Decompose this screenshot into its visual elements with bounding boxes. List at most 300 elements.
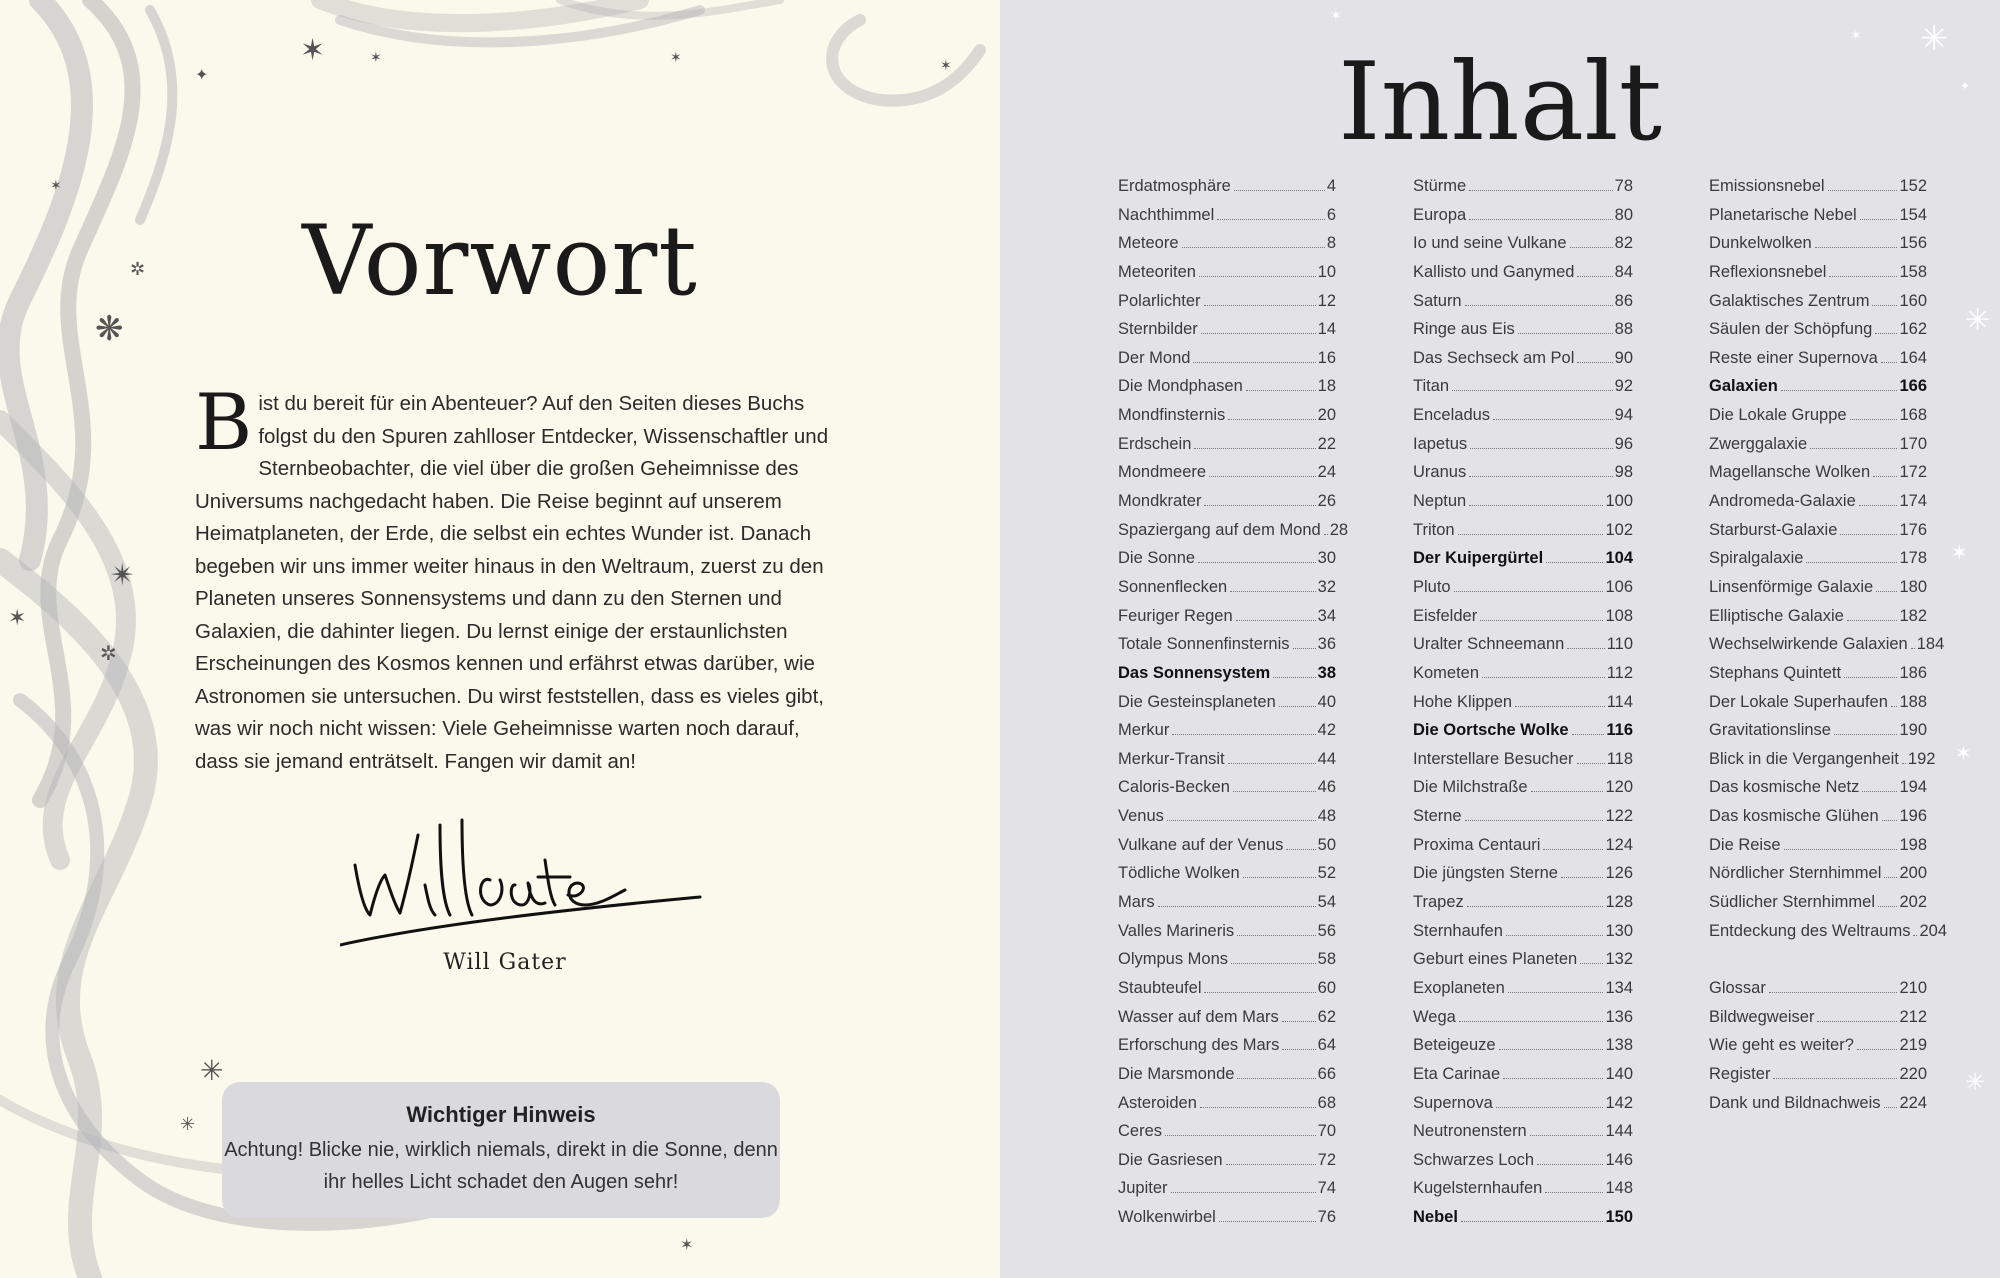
toc-entry-page: 219: [1899, 1036, 1927, 1055]
toc-entry-page: 132: [1605, 950, 1633, 969]
toc-entry-title: Die jüngsten Sterne: [1413, 864, 1558, 883]
toc-dot-leader: [1217, 219, 1325, 220]
toc-entry-page: 90: [1614, 348, 1633, 367]
toc-entry-title: Enceladus: [1413, 406, 1491, 425]
toc-entry-page: 100: [1605, 492, 1633, 511]
toc-dot-leader: [1454, 591, 1604, 592]
toc-entry-title: Staubteufel: [1118, 978, 1202, 997]
toc-dot-leader: [1496, 1107, 1604, 1108]
toc-entry: [1413, 859, 1633, 888]
toc-entry-title: Spiralgalaxie: [1709, 549, 1804, 568]
toc-entry-title: Entdeckung des Weltraums: [1709, 921, 1911, 940]
toc-dot-leader: [1499, 1049, 1604, 1050]
toc-entry: [1413, 831, 1633, 860]
toc-entry: [1709, 1060, 1927, 1089]
svg-text:✦: ✦: [1960, 79, 1971, 93]
toc-dot-leader: [1470, 448, 1613, 449]
toc-dot-leader: [1493, 419, 1613, 420]
toc-entry-page: 86: [1614, 291, 1633, 310]
toc-entry-page: 4: [1326, 177, 1336, 195]
toc-entry: [1118, 1089, 1336, 1118]
toc-entry-title: Die Mondphasen: [1118, 377, 1243, 396]
toc-entry-page: 118: [1606, 749, 1633, 768]
toc-entry-title: Der Lokale Superhaufen: [1709, 692, 1888, 711]
toc-dot-leader: [1518, 333, 1613, 334]
toc-entry: [1118, 1117, 1336, 1146]
toc-entry-page: 50: [1317, 835, 1336, 854]
toc-entry: [1709, 315, 1927, 344]
toc-entry-page: 128: [1605, 893, 1633, 912]
toc-entry: [1413, 773, 1633, 802]
toc-entry: [1709, 201, 1927, 230]
toc-entry: [1413, 229, 1633, 258]
toc-entry-page: 126: [1605, 864, 1633, 883]
toc-entry-title: Erdschein: [1118, 434, 1192, 453]
toc-entry: [1118, 201, 1336, 230]
toc-entry-title: Südlicher Sternhimmel: [1709, 893, 1875, 912]
toc-dot-leader: [1480, 620, 1603, 621]
toc-entry: [1709, 630, 1945, 659]
toc-dot-leader: [1165, 1135, 1316, 1136]
toc-dot-leader: [1503, 1078, 1603, 1079]
toc-entry: [1709, 372, 1927, 401]
toc-entry: [1709, 859, 1927, 888]
svg-text:✳: ✳: [1965, 1069, 1986, 1096]
toc-entry: [1413, 573, 1633, 602]
toc-entry: [1413, 659, 1633, 688]
toc-entry: [1413, 630, 1633, 659]
toc-entry-title: Iapetus: [1413, 434, 1468, 453]
toc-entry: [1413, 344, 1633, 373]
toc-dot-leader: [1572, 734, 1605, 735]
toc-entry-title: Reste einer Supernova: [1709, 348, 1878, 367]
toc-entry-page: 220: [1899, 1064, 1927, 1083]
toc-dot-leader: [1850, 419, 1898, 420]
toc-entry-title: Stephans Quintett: [1709, 663, 1842, 682]
toc-entry-title: Meteore: [1118, 234, 1179, 253]
toc-entry-title: Register: [1709, 1064, 1771, 1083]
toc-entry-title: Eisfelder: [1413, 606, 1478, 625]
toc-entry-title: Zwerggalaxie: [1709, 434, 1808, 453]
toc-dot-leader: [1459, 1021, 1604, 1022]
toc-entry-title: Io und seine Vulkane: [1413, 234, 1567, 253]
toc-entry-page: 156: [1899, 234, 1927, 253]
toc-entry-page: 136: [1605, 1007, 1633, 1026]
toc-entry: [1413, 516, 1633, 545]
toc-entry-title: Meteoriten: [1118, 262, 1196, 281]
toc-entry-title: Mars: [1118, 893, 1155, 912]
toc-entry-title: Ringe aus Eis: [1413, 320, 1515, 339]
toc-entry-page: 36: [1317, 635, 1336, 654]
toc-entry-page: 176: [1899, 520, 1927, 539]
toc-entry: [1413, 974, 1633, 1003]
toc-entry-title: Kugelsternhaufen: [1413, 1179, 1543, 1198]
toc-entry: [1709, 287, 1927, 316]
toc-entry-page: 72: [1317, 1150, 1336, 1169]
author-name: Will Gater: [443, 950, 567, 975]
toc-entry-title: Die Reise: [1709, 835, 1781, 854]
toc-entry: [1709, 745, 1936, 774]
toc-entry-title: Pluto: [1413, 577, 1451, 596]
toc-dot-leader: [1913, 935, 1917, 936]
toc-entry-title: Triton: [1413, 520, 1455, 539]
toc-entry-page: 22: [1317, 434, 1336, 453]
svg-text:✲: ✲: [130, 259, 146, 279]
toc-entry: [1709, 458, 1927, 487]
toc-entry-page: 152: [1899, 177, 1927, 195]
foreword-body: [195, 378, 835, 778]
toc-entry: [1413, 487, 1633, 516]
drop-cap: B: [195, 378, 253, 468]
toc-dot-leader: [1204, 992, 1315, 993]
toc-entry-page: 144: [1605, 1122, 1633, 1141]
toc-entry: [1118, 372, 1336, 401]
toc-dot-leader: [1228, 763, 1316, 764]
toc-entry-page: 170: [1899, 434, 1927, 453]
toc-entry: [1413, 544, 1633, 573]
toc-entry: [1413, 1060, 1633, 1089]
toc-dot-leader: [1282, 1049, 1315, 1050]
toc-dot-leader: [1182, 247, 1325, 248]
toc-entry: [1709, 401, 1927, 430]
toc-entry-title: Totale Sonnenfinsternis: [1118, 635, 1290, 654]
toc-dot-leader: [1545, 1192, 1603, 1193]
toc-entry-title: Mondfinsternis: [1118, 406, 1226, 425]
toc-dot-leader: [1882, 820, 1898, 821]
toc-dot-leader: [1515, 706, 1605, 707]
toc-entry-page: 148: [1605, 1179, 1633, 1198]
toc-entry-title: Schwarzes Loch: [1413, 1150, 1535, 1169]
toc-entry: [1118, 745, 1336, 774]
svg-text:✶: ✶: [670, 49, 682, 65]
toc-entry: [1413, 1203, 1633, 1232]
toc-entry-page: 108: [1605, 606, 1633, 625]
toc-entry-title: Merkur: [1118, 721, 1170, 740]
toc-entry-page: 106: [1605, 577, 1633, 596]
toc-entry: [1118, 229, 1336, 258]
toc-entry: [1709, 1031, 1927, 1060]
toc-dot-leader: [1872, 305, 1897, 306]
toc-entry-page: 178: [1899, 549, 1927, 568]
toc-entry-page: 102: [1605, 520, 1633, 539]
toc-column-1: [1118, 172, 1349, 1232]
toc-entry: [1118, 917, 1336, 946]
toc-entry: [1118, 258, 1336, 287]
toc-entry: [1118, 544, 1336, 573]
toc-entry-page: 142: [1605, 1093, 1633, 1112]
toc-dot-leader: [1194, 448, 1315, 449]
toc-entry: [1118, 1060, 1336, 1089]
toc-entry: [1118, 716, 1336, 745]
toc-entry-page: 62: [1317, 1007, 1336, 1026]
toc-entry-title: Gravitationslinse: [1709, 721, 1831, 740]
toc-dot-leader: [1282, 1021, 1316, 1022]
toc-entry: [1118, 1174, 1336, 1203]
toc-entry-title: Sonnenflecken: [1118, 577, 1228, 596]
toc-entry-page: 162: [1899, 320, 1927, 339]
toc-entry: [1118, 573, 1336, 602]
toc-dot-leader: [1508, 992, 1604, 993]
toc-entry-page: 56: [1317, 921, 1336, 940]
toc-entry-title: Proxima Centauri: [1413, 835, 1541, 854]
toc-dot-leader: [1452, 390, 1613, 391]
toc-entry-title: Das Sonnensystem: [1118, 663, 1271, 682]
toc-entry-title: Wega: [1413, 1007, 1456, 1026]
toc-entry-title: Die Marsmonde: [1118, 1064, 1235, 1083]
toc-entry-page: 30: [1317, 549, 1336, 568]
toc-entry-title: Hohe Klippen: [1413, 692, 1513, 711]
toc-dot-leader: [1580, 963, 1603, 964]
toc-entry: [1709, 573, 1927, 602]
toc-entry-title: Planetarische Nebel: [1709, 205, 1857, 224]
toc-entry-title: Wolkenwirbel: [1118, 1208, 1216, 1227]
toc-entry-title: Die Gesteinsplaneten: [1118, 692, 1276, 711]
toc-entry-title: Dank und Bildnachweis: [1709, 1093, 1881, 1112]
toc-entry: [1413, 401, 1633, 430]
toc-entry: [1413, 688, 1633, 717]
toc-dot-leader: [1193, 362, 1315, 363]
toc-entry: [1118, 945, 1336, 974]
toc-entry-title: Bildwegweiser: [1709, 1007, 1815, 1026]
toc-entry: [1413, 287, 1633, 316]
toc-entry-title: Die Lokale Gruppe: [1709, 406, 1847, 425]
toc-dot-leader: [1286, 849, 1315, 850]
toc-dot-leader: [1458, 534, 1604, 535]
toc-entry-page: 140: [1605, 1064, 1633, 1083]
toc-entry: [1709, 888, 1927, 917]
toc-entry-title: Glossar: [1709, 978, 1766, 997]
toc-entry-page: 120: [1605, 778, 1633, 797]
toc-entry-title: Beteigeuze: [1413, 1036, 1496, 1055]
toc-dot-leader: [1577, 276, 1612, 277]
svg-text:✶: ✶: [370, 49, 382, 65]
toc-dot-leader: [1769, 992, 1898, 993]
toc-dot-leader: [1878, 906, 1897, 907]
toc-entry-title: Das kosmische Glühen: [1709, 807, 1879, 826]
toc-entry-title: Spaziergang auf dem Mond: [1118, 520, 1321, 539]
toc-entry-title: Neptun: [1413, 492, 1467, 511]
toc-entry-title: Mondkrater: [1118, 492, 1202, 511]
toc-entry-page: 40: [1317, 692, 1336, 711]
toc-entry-page: 12: [1317, 291, 1336, 310]
toc-entry: [1709, 602, 1927, 631]
toc-entry-title: Wasser auf dem Mars: [1118, 1007, 1279, 1026]
contents-title: Inhalt: [1337, 40, 1663, 165]
toc-entry-page: 96: [1614, 434, 1633, 453]
toc-entry: [1413, 745, 1633, 774]
toc-entry-title: Vulkane auf der Venus: [1118, 835, 1284, 854]
toc-entry: [1709, 544, 1927, 573]
toc-entry-page: 104: [1605, 549, 1633, 568]
toc-entry-title: Wie geht es weiter?: [1709, 1036, 1854, 1055]
toc-entry: [1118, 172, 1336, 201]
toc-entry-title: Venus: [1118, 807, 1164, 826]
toc-entry-title: Nebel: [1413, 1208, 1458, 1227]
toc-dot-leader: [1817, 1021, 1897, 1022]
toc-entry: [1413, 201, 1633, 230]
toc-entry-title: Das kosmische Netz: [1709, 778, 1860, 797]
toc-entry-title: Galaxien: [1709, 377, 1778, 396]
toc-column-2: [1413, 172, 1633, 1232]
toc-entry: [1709, 688, 1927, 717]
svg-text:✲: ✲: [100, 643, 117, 665]
toc-entry-title: Starburst-Galaxie: [1709, 520, 1838, 539]
toc-dot-leader: [1881, 362, 1898, 363]
toc-entry-page: 184: [1916, 635, 1945, 654]
important-notice-box: [222, 1082, 780, 1218]
toc-entry-title: Ceres: [1118, 1122, 1163, 1141]
toc-entry-page: 20: [1317, 406, 1336, 425]
toc-dot-leader: [1784, 849, 1898, 850]
toc-entry-page: 18: [1317, 377, 1336, 396]
toc-entry-page: 110: [1606, 635, 1633, 654]
toc-dot-leader: [1461, 1221, 1604, 1222]
signature-image: [340, 805, 720, 955]
toc-entry-page: 212: [1899, 1007, 1927, 1026]
toc-entry-page: 54: [1317, 893, 1336, 912]
toc-dot-leader: [1844, 677, 1897, 678]
svg-text:✶: ✶: [680, 1237, 694, 1254]
toc-entry: [1413, 315, 1633, 344]
toc-dot-leader: [1204, 505, 1315, 506]
toc-dot-leader: [1891, 706, 1898, 707]
toc-entry: [1118, 602, 1336, 631]
toc-dot-leader: [1482, 677, 1605, 678]
toc-dot-leader: [1209, 476, 1316, 477]
toc-entry-page: 116: [1606, 721, 1633, 740]
toc-entry-page: 138: [1605, 1036, 1633, 1055]
svg-text:✶: ✶: [940, 57, 952, 73]
toc-entry-page: 26: [1317, 492, 1336, 511]
toc-entry-page: 186: [1899, 663, 1927, 682]
toc-dot-leader: [1293, 648, 1316, 649]
toc-entry-title: Jupiter: [1118, 1179, 1168, 1198]
toc-entry: [1118, 487, 1336, 516]
toc-entry: [1118, 1003, 1336, 1032]
toc-entry-page: 174: [1899, 492, 1927, 511]
toc-entry: [1413, 888, 1633, 917]
toc-entry: [1118, 630, 1336, 659]
toc-entry-page: 16: [1317, 348, 1336, 367]
toc-entry-title: Die Oortsche Wolke: [1413, 721, 1569, 740]
toc-entry: [1118, 1031, 1336, 1060]
toc-entry-title: Andromeda-Galaxie: [1709, 492, 1856, 511]
svg-text:✶: ✶: [8, 605, 27, 630]
toc-dot-leader: [1226, 1164, 1316, 1165]
toc-entry-page: 52: [1317, 864, 1336, 883]
svg-text:✳: ✳: [200, 1055, 224, 1086]
toc-entry: [1413, 1003, 1633, 1032]
toc-entry-page: 66: [1317, 1064, 1336, 1083]
toc-entry-page: 134: [1605, 978, 1633, 997]
toc-entry-title: Nördlicher Sternhimmel: [1709, 864, 1882, 883]
toc-dot-leader: [1231, 963, 1316, 964]
toc-entry: [1709, 1089, 1927, 1118]
toc-entry-page: 194: [1899, 778, 1927, 797]
toc-dot-leader: [1246, 390, 1316, 391]
toc-entry: [1413, 945, 1633, 974]
toc-entry-title: Das Sechseck am Pol: [1413, 348, 1575, 367]
toc-entry: [1413, 1117, 1633, 1146]
toc-dot-leader: [1324, 534, 1328, 535]
svg-text:✶: ✶: [1950, 540, 1969, 565]
toc-entry-title: Sternbilder: [1118, 320, 1198, 339]
toc-entry: [1118, 1146, 1336, 1175]
toc-entry-title: Dunkelwolken: [1709, 234, 1812, 253]
toc-entry-title: Die Milchstraße: [1413, 778, 1528, 797]
toc-entry-page: 224: [1899, 1093, 1927, 1112]
notice-text: Achtung! Blicke nie, wirklich niemals, direkt in die Sonne, denn ihr helles Licht schadet den Augen sehr!: [224, 1139, 778, 1193]
svg-text:✳: ✳: [180, 1114, 196, 1134]
toc-entry-page: 46: [1317, 778, 1336, 797]
toc-dot-leader: [1876, 591, 1897, 592]
toc-entry: [1709, 773, 1927, 802]
toc-entry-page: 68: [1317, 1093, 1336, 1112]
signature-text: Will Gater: [360, 945, 365, 946]
toc-entry-page: 44: [1317, 749, 1336, 768]
toc-entry: [1709, 831, 1927, 860]
toc-entry: [1118, 831, 1336, 860]
toc-entry-page: 168: [1899, 406, 1927, 425]
toc-entry: [1118, 773, 1336, 802]
toc-entry: [1118, 516, 1349, 545]
toc-entry-title: Kallisto und Ganymed: [1413, 262, 1575, 281]
toc-entry: [1709, 716, 1927, 745]
toc-column-3: [1709, 172, 1947, 1117]
toc-dot-leader: [1469, 219, 1612, 220]
toc-entry-page: 146: [1605, 1150, 1633, 1169]
toc-entry: [1118, 888, 1336, 917]
toc-entry-page: 122: [1605, 807, 1633, 826]
svg-text:✶: ✶: [1330, 7, 1342, 23]
toc-entry: [1709, 344, 1927, 373]
toc-entry: [1118, 688, 1336, 717]
toc-dot-leader: [1506, 935, 1604, 936]
toc-entry-title: Galaktisches Zentrum: [1709, 291, 1870, 310]
toc-entry: [1709, 802, 1927, 831]
svg-text:✳: ✳: [1920, 20, 1949, 58]
toc-entry-title: Mondmeere: [1118, 463, 1207, 482]
toc-entry: [1709, 974, 1927, 1003]
toc-dot-leader: [1577, 763, 1605, 764]
toc-entry-page: 182: [1899, 606, 1927, 625]
toc-dot-leader: [1469, 190, 1612, 191]
svg-text:✴: ✴: [110, 559, 136, 592]
toc-entry: [1413, 1174, 1633, 1203]
toc-dot-leader: [1531, 791, 1604, 792]
toc-dot-leader: [1243, 877, 1316, 878]
toc-entry-page: 164: [1899, 348, 1927, 367]
toc-entry-page: 210: [1899, 978, 1927, 997]
toc-entry-title: Titan: [1413, 377, 1450, 396]
toc-entry-title: Saturn: [1413, 291, 1462, 310]
toc-dot-leader: [1537, 1164, 1603, 1165]
toc-entry: [1413, 372, 1633, 401]
toc-dot-leader: [1911, 648, 1915, 649]
toc-dot-leader: [1237, 1078, 1315, 1079]
toc-entry-title: Supernova: [1413, 1093, 1493, 1112]
toc-entry-page: 34: [1317, 606, 1336, 625]
toc-dot-leader: [1773, 1078, 1897, 1079]
toc-entry-page: 158: [1899, 262, 1927, 281]
toc-entry-page: 60: [1317, 978, 1336, 997]
toc-dot-leader: [1469, 505, 1603, 506]
toc-entry-title: Magellansche Wolken: [1709, 463, 1871, 482]
toc-entry: [1709, 487, 1927, 516]
toc-entry-page: 42: [1317, 721, 1336, 740]
toc-dot-leader: [1469, 476, 1612, 477]
toc-entry-page: 10: [1317, 262, 1336, 281]
